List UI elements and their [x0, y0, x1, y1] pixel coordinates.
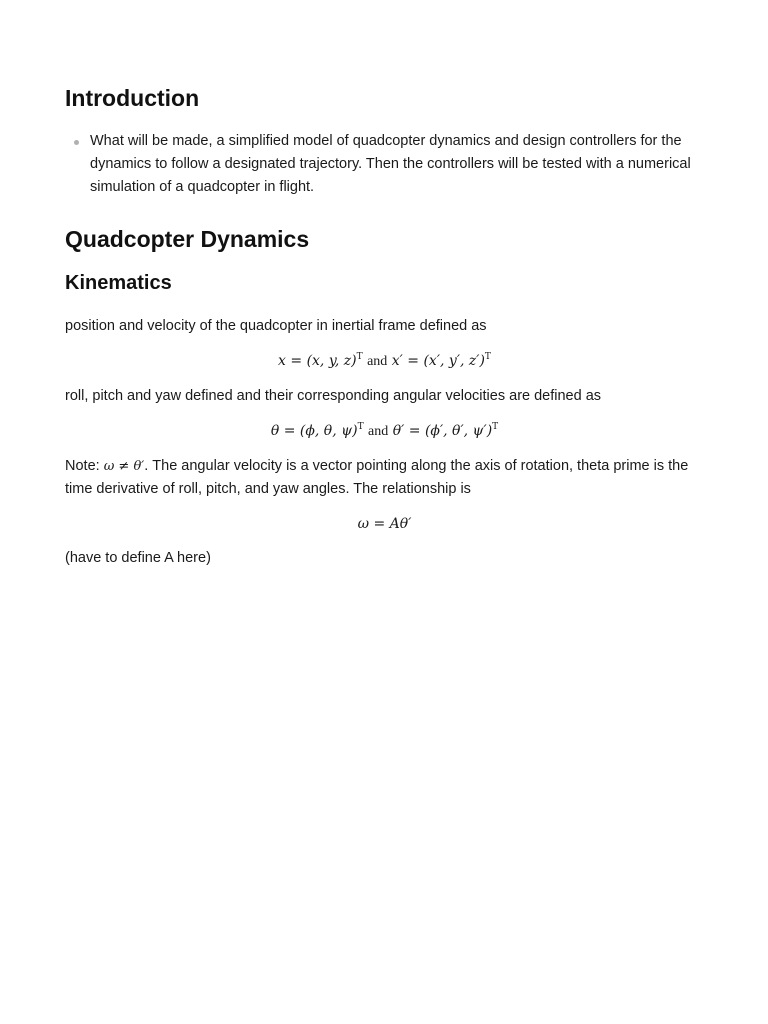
equation-angles-lhs: θ = (ϕ, θ, ψ)	[270, 423, 358, 439]
heading-kinematics: Kinematics	[65, 272, 172, 294]
introduction-list	[65, 130, 704, 199]
equation-position-rhs: x′ = (x′, y′, z′)	[391, 353, 485, 369]
paragraph-note	[65, 455, 704, 501]
note-inline-equation: ω ≠ θ′	[103, 459, 145, 474]
equation-angles-sup1: T	[357, 422, 364, 432]
equation-position	[65, 350, 704, 373]
note-text: . The angular velocity is a vector pointing along the axis of rotation, theta prime is the time derivative of roll, pitch, and yaw angles. The relationship is	[65, 458, 689, 497]
heading-introduction: Introduction	[65, 85, 200, 111]
note-prefix: Note:	[65, 458, 104, 474]
paragraph-position: position and velocity of the quadcopter in inertial frame defined as	[65, 318, 487, 334]
list-item-text: What will be made, a simplified model of quadcopter dynamics and design controllers for the dynamics to follow a designated trajectory. Then the controllers will be tested with a numerical simulation of a quadcopter in flight.	[90, 133, 691, 195]
equation-angles-joiner: and	[368, 424, 389, 439]
equation-position-joiner: and	[367, 354, 388, 369]
equation-angles-rhs: θ′ = (ϕ′, θ′, ψ′)	[392, 423, 493, 439]
equation-angles-sup2: T	[492, 422, 499, 432]
equation-position-sup2: T	[484, 352, 491, 362]
bullet-dot-icon	[74, 140, 79, 145]
paragraph-angles: roll, pitch and yaw defined and their corresponding angular velocities are defined as	[65, 388, 602, 404]
list-item	[65, 130, 704, 199]
heading-quadcopter-dynamics: Quadcopter Dynamics	[65, 226, 310, 252]
paragraph-define-a: (have to define A here)	[65, 550, 211, 566]
equation-position-sup1: T	[356, 352, 363, 362]
equation-angles	[65, 420, 704, 443]
equation-relationship	[65, 513, 704, 535]
equation-position-lhs: x = (x, y, z)	[278, 353, 357, 369]
equation-relationship-text: ω = Aθ′	[357, 516, 412, 532]
